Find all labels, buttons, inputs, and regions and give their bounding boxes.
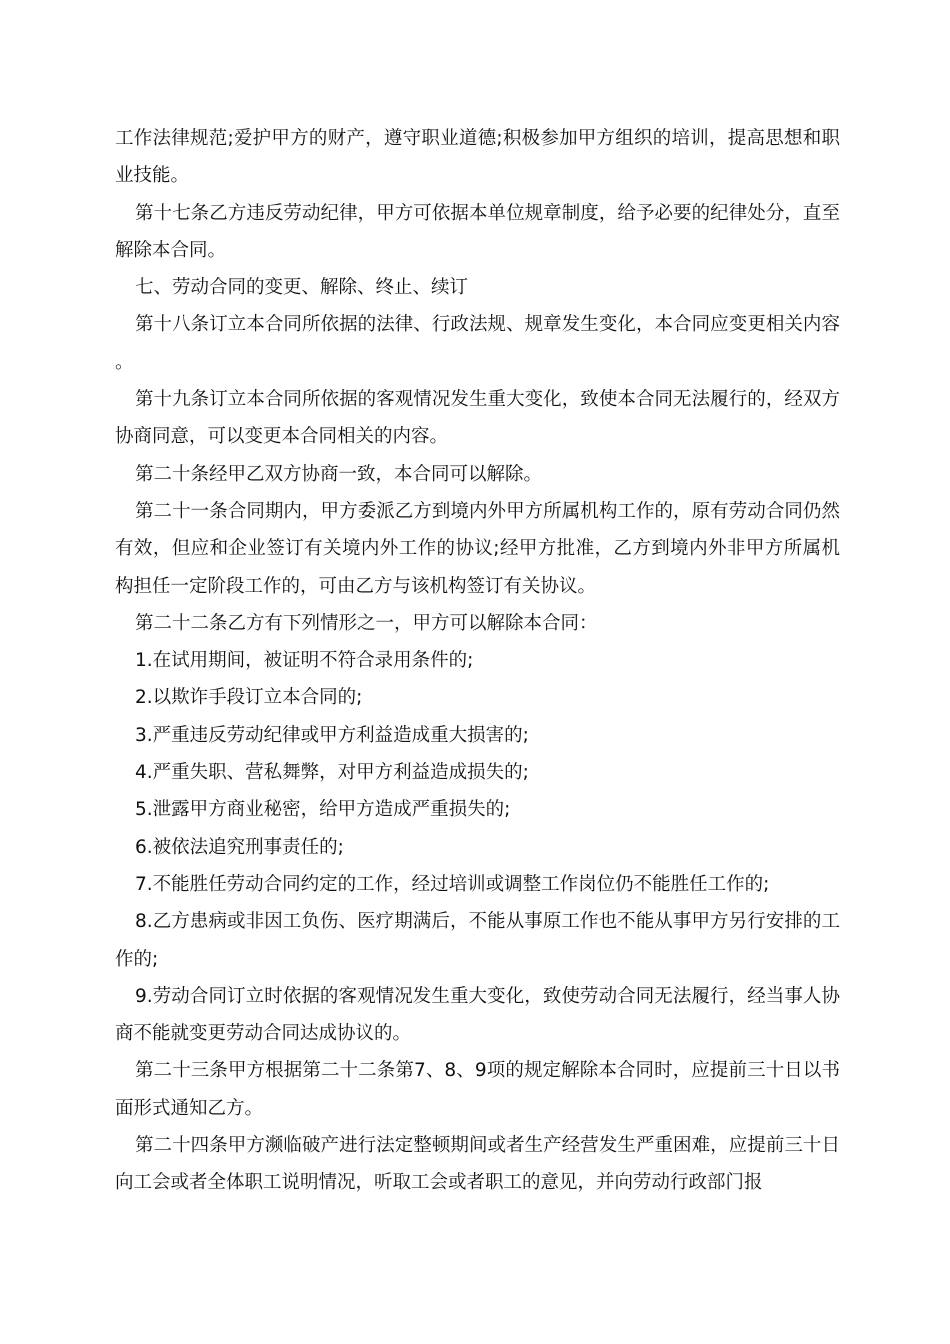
paragraph-article-17: 第十七条乙方违反劳动纪律，甲方可依据本单位规章制度，给予必要的纪律处分，直至解除本合同。 [115, 202, 840, 261]
paragraph-article-19: 第十九条订立本合同所依据的客观情况发生重大变化，致使本合同无法履行的，经双方协商同意，可以变更本合同相关的内容。 [115, 389, 840, 448]
paragraph-article-18: 第十八条订立本合同所依据的法律、行政法规、规章发生变化，本合同应变更相关内容。 [115, 314, 840, 373]
paragraph-article-24: 第二十四条甲方濒临破产进行法定整顿期间或者生产经营发生严重困难，应提前三十日向工会或者全体职工说明情况，听取工会或者职工的意见，并向劳动行政部门报 [115, 1135, 840, 1194]
list-item-8: 8.乙方患病或非因工负伤、医疗期满后，不能从事原工作也不能从事甲方另行安排的工作的; [115, 911, 840, 970]
list-item-5: 5.泄露甲方商业秘密，给甲方造成严重损失的; [135, 799, 511, 821]
list-item-2: 2.以欺诈手段订立本合同的; [135, 687, 363, 709]
list-item-6: 6.被依法追究刑事责任的; [135, 836, 344, 858]
paragraph-1: 工作法律规范;爱护甲方的财产，遵守职业道德;积极参加甲方组织的培训，提高思想和职业技能。 [115, 128, 840, 187]
document-body [115, 120, 840, 1202]
paragraph-article-22: 第二十二条乙方有下列情形之一，甲方可以解除本合同： [135, 612, 598, 634]
section-heading-7: 七、劳动合同的变更、解除、终止、续订 [135, 277, 469, 299]
list-item-9: 9.劳动合同订立时依据的客观情况发生重大变化，致使劳动合同无法履行，经当事人协商不能就变更劳动合同达成协议的。 [115, 985, 840, 1045]
paragraph-article-21: 第二十一条合同期内，甲方委派乙方到境内外甲方所属机构工作的，原有劳动合同仍然有效，但应和企业签订有关境内外工作的协议;经甲方批准，乙方到境内外非甲方所属机构担任一定阶段工作的，可由乙方与该机构签订有关协议。 [115, 500, 840, 597]
list-item-3: 3.严重违反劳动纪律或甲方利益造成重大损害的; [135, 724, 529, 746]
list-item-7: 7.不能胜任劳动合同约定的工作，经过培训或调整工作岗位仍不能胜任工作的; [135, 873, 770, 895]
paragraph-article-23: 第二十三条甲方根据第二十二条第7、8、9项的规定解除本合同时，应提前三十日以书面形式通知乙方。 [115, 1060, 840, 1119]
list-item-1: 1.在试用期间，被证明不符合录用条件的; [135, 650, 474, 672]
list-item-4: 4.严重失职、营私舞弊，对甲方利益造成损失的; [135, 762, 529, 784]
paragraph-article-20: 第二十条经甲乙双方协商一致，本合同可以解除。 [135, 463, 543, 485]
